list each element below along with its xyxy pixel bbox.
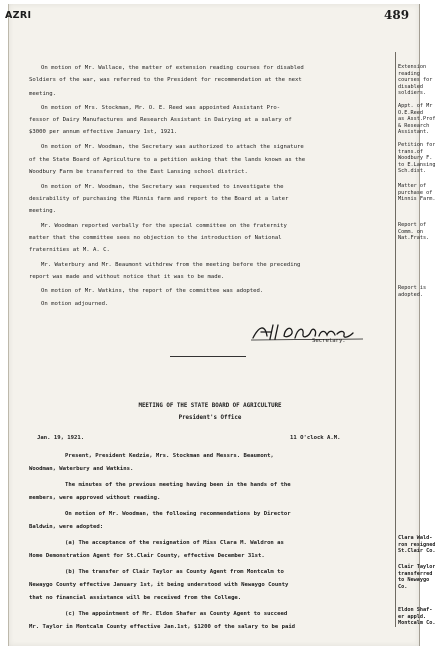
minutes-line: meeting. [29,91,56,97]
meeting-date: Jan. 19, 1921. [37,435,85,441]
minutes-line: Mr. Taylor in Montcalm County effective Jan.1st, $1200 of the salary to be paid [29,624,296,630]
minutes-line: Baldwin, were adopted: [29,524,104,530]
minutes-line: Home Demonstration Agent for St.Clair County, effective December 31st. [29,553,265,559]
minutes-line: On motion of Mr. Watkins, the report of the committee was adopted. [41,288,264,294]
minutes-line: fessor of Dairy Manufactures and Research Assistant in Dairying at a salary of [29,117,292,123]
meeting-time: 11 O'clock A.M. [290,435,341,441]
minutes-line: Soldiers of the war, was referred to the President for recommendation at the next [29,77,302,83]
minutes-line: meeting. [29,208,56,214]
margin-note: Extension reading courses for disabled soldiers. [398,64,433,97]
minutes-line: (a) The acceptance of the resignation of Miss Clara M. Waldron as [65,540,284,546]
page-number: 489 [384,8,410,22]
minutes-line: of the State Board of Agriculture to a petition asking that the lands known as the [29,157,306,163]
minutes-line: Woodman, Waterbury and Watkins. [29,466,134,472]
minutes-line: On motion of Mr. Woodman, the following recommendations by Director [65,511,291,517]
margin-note: Matter of purchase of Minnis Farm. [398,183,435,203]
margin-note: Clara Wald- ron resigned St.Clair Co. [398,535,435,555]
margin-rule [395,52,396,627]
minutes-line: On motion of Mr. Wallace, the matter of extension reading courses for disabled [41,65,304,71]
secretary-title: Secretary. [312,338,346,344]
minutes-line: Mr. Woodman reported verbally for the special committee on the fraternity [41,223,287,229]
meeting-title: MEETING OF THE STATE BOARD OF AGRICULTURE [138,403,282,409]
minutes-line: On motion of Mr. Woodman, the Secretary was authorized to attach the signature [41,144,304,150]
minutes-line: fraternities at M. A. C. [29,247,110,253]
minutes-line: On motion of Mrs. Stockman, Mr. O. E. Reed was appointed Assistant Pro- [41,105,281,111]
minutes-line: $3000 per annum effective January 1st, 1921. [29,129,178,135]
margin-note: Petition for trans.of Woodbury F. to E.Lansing Sch.dist. [398,142,435,175]
corner-identifier: AZRI [5,10,32,21]
margin-note: Clair Taylor transferred to Newaygo Co. [398,564,435,590]
minutes-line: (b) The transfer of Clair Taylor as County Agent from Montcalm to [65,569,284,575]
margin-note: Report is adopted. [398,285,427,298]
minutes-line: Woodbury Farm be transferred to the East Lansing school district. [29,169,248,175]
margin-note: Report of Comm. on Nat.Frats. [398,222,430,242]
minutes-line: report was made and without notice that it was to be made. [29,274,225,280]
margin-note: Eldon Shaf- er appld. Montcalm Co. [398,607,435,627]
minutes-line: Mr. Waterbury and Mr. Beaumont withdrew from the meeting before the preceding [41,262,301,268]
document-page [5,4,435,646]
minutes-line: that no financial assistance will be received from the College. [29,595,242,601]
minutes-line: On motion of Mr. Woodman, the Secretary was requested to investigate the [41,184,284,190]
minutes-line: (c) The appointment of Mr. Eldon Shafer as County Agent to succeed [65,611,288,617]
section-divider [170,356,246,357]
minutes-line: On motion adjourned. [41,301,109,307]
margin-note: Appt. of Mr O.E.Reed as Asst.Prof & Research Assistant. [398,103,435,136]
meeting-location: President's Office [178,415,242,421]
minutes-line: desirability of purchasing the Minnis farm and report to the Board at a later [29,196,289,202]
minutes-line: Newaygo County effective January 1st, it being understood with Newaygo County [29,582,289,588]
handwritten-signature [251,322,371,342]
minutes-line: The minutes of the previous meeting having been in the hands of the [65,482,291,488]
minutes-line: matter that the committee sees no objection to the introduction of National [29,235,282,241]
minutes-line: members, were approved without reading. [29,495,161,501]
minutes-line: Present, President Kedzie, Mrs. Stockman and Messrs. Beaumont, [65,453,274,459]
